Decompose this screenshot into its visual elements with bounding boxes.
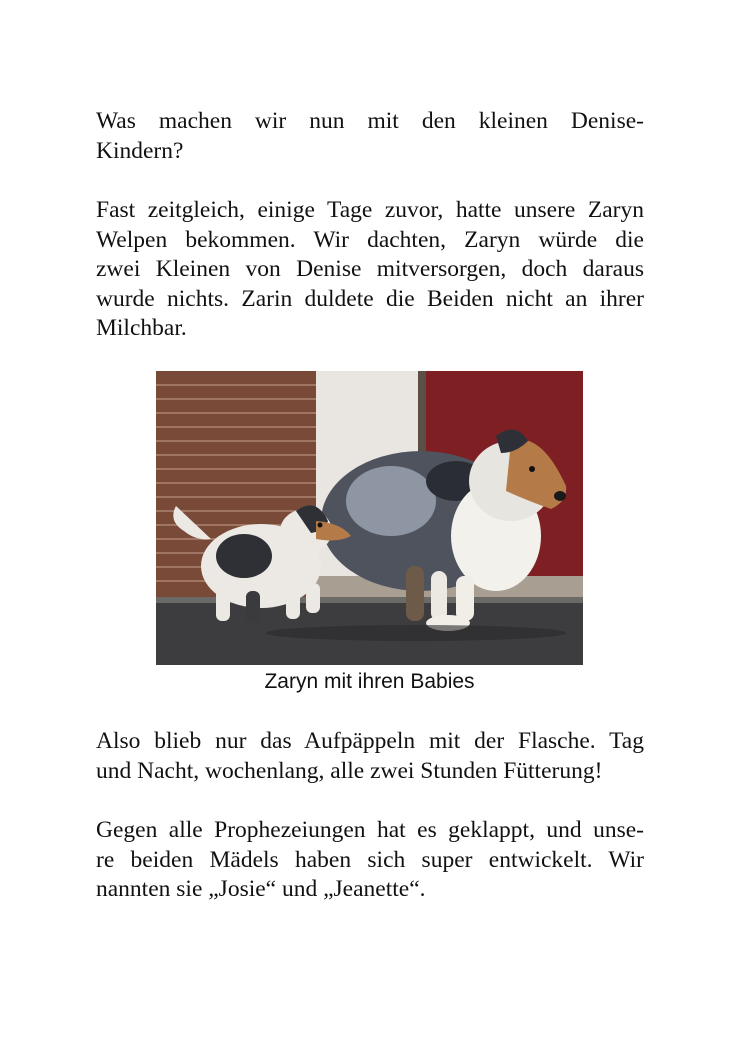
dog-photo bbox=[156, 371, 583, 665]
text-line: re beiden Mädels haben sich super entwickelt. Wir bbox=[96, 846, 644, 873]
text-line: Gegen alle Prophezeiungen hat es geklappt, und unse- bbox=[96, 817, 644, 843]
text-line: Milchbar. bbox=[96, 315, 187, 341]
text-line: Welpen bekommen. Wir dachten, Zaryn würde die bbox=[96, 226, 644, 253]
shadow bbox=[266, 625, 566, 641]
text-line: Kindern? bbox=[96, 137, 184, 164]
text-line: nannten sie „Josie“ und „Jeanette“. bbox=[96, 876, 426, 902]
text-line: zwei Kleinen von Denise mitversorgen, doch daraus bbox=[96, 256, 644, 282]
text-line: wurde nichts. Zarin duldete die Beiden nicht an ihrer bbox=[96, 285, 644, 312]
paragraph-josie-jeanette bbox=[96, 816, 644, 905]
paragraph-flasche bbox=[96, 727, 644, 786]
photo-illustration bbox=[156, 371, 583, 665]
text-line: und Nacht, wochenlang, alle zwei Stunden Fütterung! bbox=[96, 757, 603, 784]
photo-caption: Zaryn mit ihren Babies bbox=[264, 670, 475, 693]
paragraph-zaryn-welpen bbox=[96, 196, 644, 344]
paragraph-denise-kinder bbox=[96, 107, 644, 166]
text-line: Also blieb nur das Aufpäppeln mit der Flasche. Tag bbox=[96, 728, 644, 754]
text-line: Was machen wir nun mit den kleinen Denise- bbox=[96, 108, 644, 134]
text-line: Fast zeitgleich, einige Tage zuvor, hatte unsere Zaryn bbox=[96, 197, 644, 223]
